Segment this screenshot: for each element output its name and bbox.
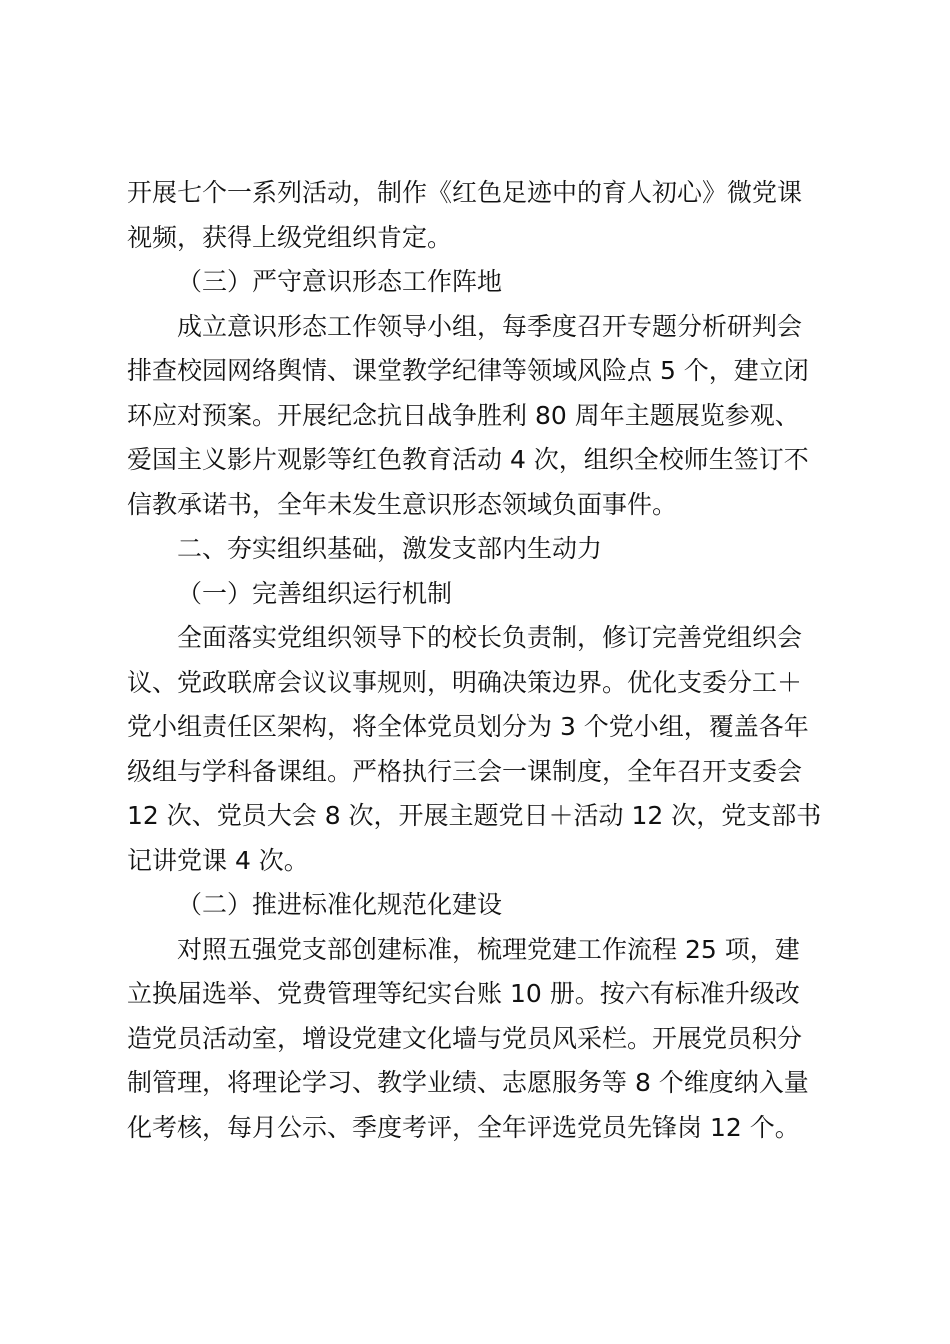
text-line: 记讲党课 4 次。 [127, 845, 309, 875]
section-heading: （一）完善组织运行机制 [177, 578, 453, 608]
paragraph-start: 对照五强党支部创建标准，梳理党建工作流程 25 项，建 [177, 934, 800, 964]
text-line: 视频，获得上级党组织肯定。 [127, 222, 453, 252]
paragraph-start: 成立意识形态工作领导小组，每季度召开专题分析研判会 [177, 311, 803, 341]
text-line: 开展七个一系列活动，制作《红色足迹中的育人初心》微党课 [127, 178, 803, 207]
text-line: 爱国主义影片观影等红色教育活动 4 次，组织全校师生签订不 [127, 445, 809, 474]
text-line: 造党员活动室，增设党建文化墙与党员风采栏。开展党员积分 [127, 1023, 803, 1053]
paragraph-start: 全面落实党组织领导下的校长负责制，修订完善党组织会 [177, 623, 803, 652]
text-line: 立换届选举、党费管理等纪实台账 10 册。按六有标准升级改 [127, 979, 800, 1008]
text-line: 级组与学科备课组。严格执行三会一课制度，全年召开支委会 [127, 756, 803, 786]
chapter-heading: 二、夯实组织基础，激发支部内生动力 [177, 534, 603, 563]
document-body [127, 171, 847, 1150]
section-heading: （三）严守意识形态工作阵地 [177, 267, 503, 296]
text-line: 环应对预案。开展纪念抗日战争胜利 80 周年主题展览参观、 [127, 400, 800, 430]
text-line: 12 次、党员大会 8 次，开展主题党日＋活动 12 次，党支部书 [127, 801, 822, 830]
text-line: 党小组责任区架构，将全体党员划分为 3 个党小组，覆盖各年 [127, 712, 809, 741]
text-line: 制管理，将理论学习、教学业绩、志愿服务等 8 个维度纳入量 [127, 1068, 809, 1097]
text-line: 化考核，每月公示、季度考评，全年评选党员先锋岗 12 个。 [127, 1112, 800, 1142]
text-line: 信教承诺书，全年未发生意识形态领域负面事件。 [127, 489, 678, 519]
text-line: 议、党政联席会议议事规则，明确决策边界。优化支委分工＋ [127, 667, 803, 697]
section-heading: （二）推进标准化规范化建设 [177, 890, 503, 919]
text-line: 排查校园网络舆情、课堂教学纪律等领域风险点 5 个，建立闭 [127, 356, 809, 385]
